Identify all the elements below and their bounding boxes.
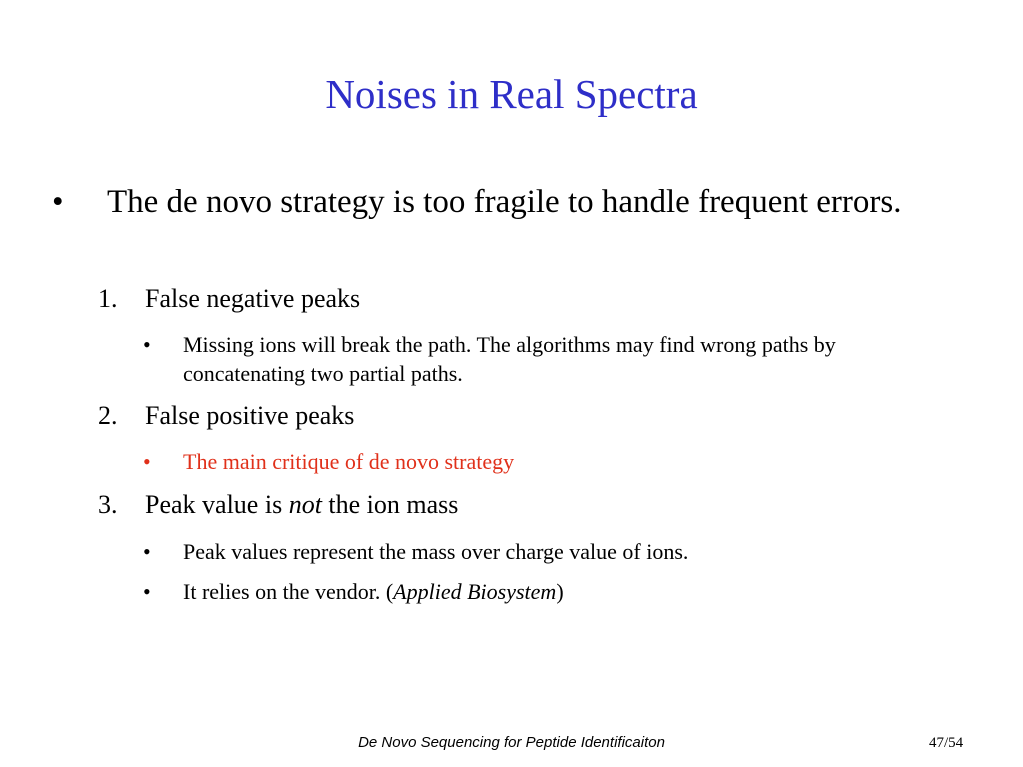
vendor-name: Applied Biosystem <box>393 579 557 604</box>
bullet-marker: • <box>143 449 151 474</box>
item-label-end: the ion mass <box>321 490 459 519</box>
sub-bullet-text <box>183 577 963 606</box>
item-label: False negative peaks <box>145 284 361 313</box>
sub-bullet-text: Peak values represent the mass over charge value of ions. <box>183 539 689 564</box>
sub-bullet-text: The main critique of de novo strategy <box>183 449 515 474</box>
item-label <box>145 488 458 522</box>
item-number: 1. <box>98 284 118 313</box>
bullet-marker: • <box>143 579 151 604</box>
footer-title: De Novo Sequencing for Peptide Identificaiton <box>358 734 665 751</box>
item-label: False positive peaks <box>145 401 355 430</box>
bullet-marker: • <box>143 332 151 357</box>
item-label-emphasis: not <box>288 490 322 519</box>
slide-title: Noises in Real Spectra <box>325 71 698 117</box>
sub-bullet-text-end: ) <box>556 579 564 604</box>
bullet-marker: • <box>143 539 151 564</box>
main-bullet-text: The de novo strategy is too fragile to handle frequent errors. <box>107 184 902 220</box>
item-label-start: Peak value is <box>145 490 289 519</box>
sub-bullet-text-start: It relies on the vendor. ( <box>183 579 394 604</box>
page-number: 47/54 <box>929 735 964 751</box>
bullet-marker: • <box>52 184 64 220</box>
sub-bullet-text: Missing ions will break the path. The algorithms may find wrong paths by concatenating two partial paths. <box>183 332 836 386</box>
item-number: 2. <box>98 401 118 430</box>
item-number: 3. <box>98 490 118 519</box>
